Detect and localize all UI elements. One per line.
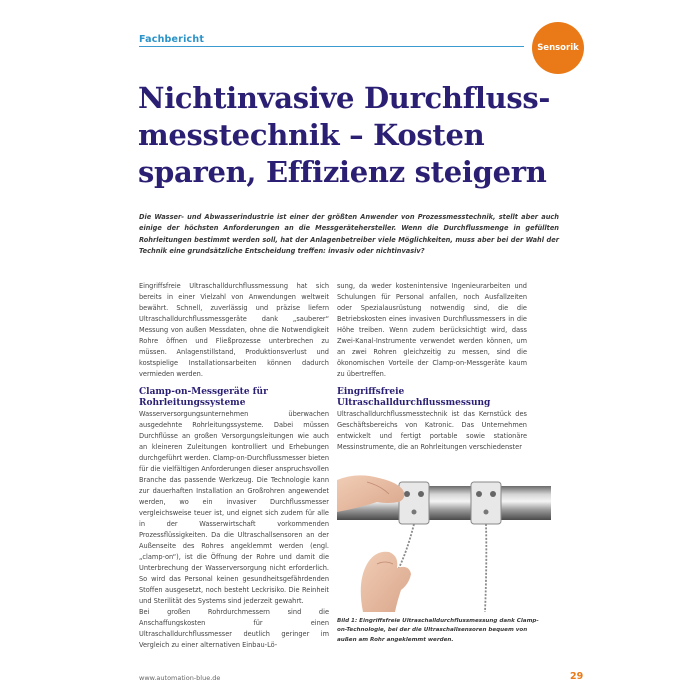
- section-label: Fachbericht: [139, 34, 205, 45]
- article-lead: Die Wasser- und Abwasserindustrie ist einer der größten Anwender von Prozessmesstechnik, stellt aber auch einige der höchsten Anforderungen an die Messgerätehersteller. Wenn die Durchflussmenge in gefüllten Rohrleitungen bestimmt werden soll, hat der Anlagenbetreiber viele Möglichkeiten, muss aber bei der Wahl der Technik eine grundsätzliche Entscheidung treffen: invasiv oder nichtinvasiv?: [139, 213, 559, 256]
- figure-caption: Bild 1: Eingriffsfreie Ultraschalldurchflussmessung dank Clamp-on-Technologie, bei der die Ultraschallsensoren bequem von außen am Rohr angeklemmt werden.: [337, 618, 539, 643]
- section-heading-clamp-on: Clamp-on-Messgeräte für Rohrleitungssysteme: [139, 387, 268, 408]
- continuation-paragraph: sung, da weder kostenintensive Ingenieurarbeiten und Schulungen für Personal anfallen, noch Ausfallzeiten oder Spezialausrüstung notwendig sind, die die Betriebskosten eines invasiven Durchflussmessers in die Höhe treiben. Wenn zudem berücksichtigt wird, dass Zwei-Kanal-Instrumente verwendet werden können, um an zwei Rohren gleichzeitig zu messen, sind die ökonomischen Vorteile der Clamp-on-Messgeräte kaum zu übertreffen.: [337, 282, 527, 378]
- body-paragraph: Wasserversorgungsunternehmen überwachen ausgedehnte Rohrleitungssysteme. Dabei müssen Durchflüsse an großen Versorgungsleitungen wie auch an kleineren Zuleitungen kontrolliert und Erhebungen durchgeführt werden. Clamp-on-Durchflussmesser bieten für die vielfältigen Anforderungen dieser anspruchsvollen Branche das passende Werkzeug. Die Technologie kann zur dauerhaften Installation an Großrohren angewendet werden, wo ein invasiver Durchflussmesser vergleichsweise teuer ist, und eignet sich zudem für alle in der Wasserwirtschaft vorkommenden Prozessflüssigkeiten. Da die Ultraschallsensoren an der Außenseite des Rohres angeklemmt werden (engl. „clamp-on“), ist die Öffnung der Rohre und damit die Unterbrechung der Wasserversorgung nicht erforderlich. So wird das Personal keinen gesundheitsgefährdenden Stoffen ausgesetzt, noch besteht Leckrisiko. Die Reinheit und Sterilität des Systems sind jederzeit gewahrt.: [139, 410, 329, 605]
- category-badge-label: Sensorik: [537, 43, 579, 53]
- clamp-sensor-left: [399, 482, 429, 524]
- pipe-illustration: [337, 472, 551, 612]
- title-line: Nichtinvasive Durchfluss-: [138, 81, 551, 115]
- footer-url: www.automation-blue.de: [139, 674, 221, 682]
- body-paragraph: Ultraschalldurchflussmesstechnik ist das Kernstück des Geschäftsbereichs von Katronic. Das Unternehmen entwickelt und fertigt portable sowie stationäre Messinstrumente, die an Rohrleitungen verschiedenster: [337, 410, 527, 451]
- section-heading-ultrasonic: Eingriffsfreie Ultraschalldurchflussmessung: [337, 387, 491, 408]
- category-badge: [532, 22, 584, 74]
- page-number: 29: [570, 671, 584, 682]
- left-column: [139, 281, 329, 651]
- body-paragraph: Bei großen Rohrdurchmessern sind die Anschaffungskosten für einen Ultraschalldurchflussmesser deutlich geringer im Vergleich zu einer alternativen Einbau-Lö-: [139, 608, 329, 649]
- header-rule: [139, 46, 524, 47]
- clamp-on-sensor-photo: [337, 472, 551, 612]
- right-column: [337, 281, 527, 453]
- title-line: messtechnik – Kosten: [138, 118, 485, 152]
- clamp-sensor-right: [471, 482, 501, 524]
- intro-paragraph: Eingriffsfreie Ultraschalldurchflussmessung hat sich bereits in einer Vielzahl von Anwendungen weltweit bewährt. Schnell, zuverlässig und präzise liefern Ultraschalldurchflussmessgeräte dank „sauberer“ Messung von außen Messdaten, ohne die Notwendigkeit Rohre öffnen und Fließprozesse unterbrechen zu müssen. Anlagenstillstand, Produktionsverlust und kostspielige Installationsarbeiten können dadurch vermieden werden.: [139, 282, 329, 378]
- title-line: sparen, Effizienz steigern: [138, 155, 547, 189]
- article-title: [138, 80, 558, 191]
